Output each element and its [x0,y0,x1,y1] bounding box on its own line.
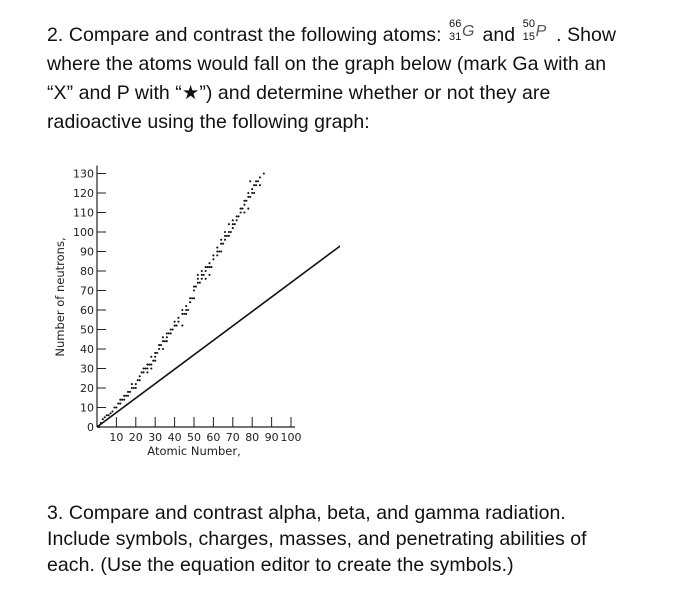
stable-nuclide-point [257,180,259,182]
stable-nuclide-point [212,258,214,260]
question-3 [47,500,687,578]
stable-nuclide-point [238,215,240,217]
question-2 [47,18,687,137]
stable-nuclide-point [135,387,137,389]
x-tick-label: 30 [148,431,163,444]
stable-nuclide-point [236,219,238,221]
x-tick-label: 10 [109,431,124,444]
stable-nuclide-point [224,235,226,237]
y-tick-label: 70 [80,284,94,298]
stable-nuclide-point [164,340,166,342]
y-tick-label: 110 [73,206,94,220]
stable-nuclide-point [146,364,148,366]
stable-nuclide-point [224,231,226,233]
stable-nuclide-point [253,184,255,186]
stable-nuclide-point [208,274,210,276]
stable-nuclide-point [113,406,115,408]
stable-nuclide-point [119,403,121,405]
stable-nuclide-point [108,414,110,416]
y-tick-label: 10 [80,401,94,415]
stable-nuclide-point [162,348,164,350]
stable-nuclide-point [172,328,174,330]
stable-nuclide-point [232,223,234,225]
question-3-line-2: Include symbols, charges, masses, and penetrating abilities of [47,528,587,550]
stable-nuclide-point [208,266,210,268]
gallium-atomic-number: 31 [449,31,462,43]
y-tick-label: 100 [73,226,94,239]
gallium-symbol: G [462,23,475,40]
stable-nuclide-point [247,192,249,194]
gallium-mass-number: 66 [449,18,462,30]
stable-nuclide-point [222,243,224,245]
x-tick-label: 50 [187,431,201,444]
stable-nuclide-point [216,247,218,249]
stable-nuclide-point [201,278,203,280]
y-tick-label: 60 [80,304,94,317]
x-tick-label: 90 [264,431,279,444]
stable-nuclide-point [150,364,152,366]
x-tick-label: 80 [245,431,260,444]
stable-nuclide-point [255,184,257,186]
stable-nuclide-point [212,254,214,256]
stable-nuclide-point [150,367,152,369]
stable-nuclide-point [199,282,201,284]
y-axis-ticks [73,168,106,435]
y-tick-label: 90 [80,245,94,259]
stable-nuclide-point [115,406,117,408]
stable-nuclide-point [243,200,245,202]
stable-nuclide-point [143,371,145,373]
stable-nuclide-point [197,282,199,284]
stable-nuclide-point [181,325,183,327]
x-tick-label: 20 [128,431,143,444]
stable-nuclide-point [177,321,179,323]
stable-nuclide-point [207,266,209,268]
stable-nuclide-point [104,416,106,418]
stable-nuclide-point [193,289,195,291]
stable-nuclide-point [232,227,234,229]
stable-nuclide-point [201,270,203,272]
stable-nuclide-point [158,348,160,350]
gallium-isotope-notation [449,18,475,44]
stable-nuclide-point [224,239,226,241]
stable-nuclide-point [123,399,125,401]
x-tick-label: 100 [280,431,302,444]
stable-nuclide-point [133,387,135,389]
y-tick-label: 80 [80,265,94,278]
stable-nuclide-point [181,309,183,311]
stable-nuclide-point [139,375,141,377]
stable-nuclide-point [123,395,125,397]
question-2-text-2: . Show [556,24,617,46]
stable-nuclide-point [236,215,238,217]
stable-nuclide-point [259,176,261,178]
stable-nuclide-point [259,184,261,186]
stable-nuclide-point [234,223,236,225]
stable-nuclide-point [135,383,137,385]
y-tick-label: 0 [87,421,94,434]
y-axis-label: Number of neutrons, [53,237,67,357]
stable-nuclide-point [121,399,123,401]
stable-nuclide-point [127,395,129,397]
stable-nuclide-point [197,274,199,276]
stable-nuclide-point [220,243,222,245]
x-tick-label: 60 [206,431,221,444]
stable-nuclide-point [189,297,191,299]
stable-nuclide-point [226,235,228,237]
stable-nuclide-point [174,321,176,323]
question-2-line-2: where the atoms would fall on the graph below (mark Ga with an [47,53,607,75]
stable-nuclide-point [240,208,242,210]
stable-nuclide-point [247,196,249,198]
stable-nuclide-point [160,344,162,346]
stable-nuclide-point [152,360,154,362]
stable-nuclide-point [240,211,242,213]
stable-nuclide-point [154,352,156,354]
stable-nuclide-point [100,422,102,424]
stable-nuclide-point [193,297,195,299]
stable-nuclide-point [243,211,245,213]
stable-nuclide-point [251,192,253,194]
x-axis-ticks [109,417,301,444]
y-tick-label: 50 [80,323,94,337]
stable-nuclide-point [216,254,218,256]
stable-nuclide-point [193,286,195,288]
x-tick-label: 40 [167,431,182,444]
question-2-line-4: radioactive using the following graph: [47,111,370,133]
stable-nuclide-point [139,379,141,381]
stable-nuclide-point [148,364,150,366]
stable-nuclide-point [203,274,205,276]
stable-nuclide-point [187,309,189,311]
stable-nuclide-point [181,313,183,315]
stable-nuclide-point [106,414,108,416]
stable-nuclide-point [232,219,234,221]
x-tick-label: 70 [225,431,240,444]
stable-nuclide-point [230,231,232,233]
stable-nuclide-point [102,418,104,420]
stable-nuclide-point [218,250,220,252]
stable-nuclide-point [201,274,203,276]
stable-nuclide-point [174,325,176,327]
stable-nuclide-point [111,410,113,412]
stable-nuclide-point [144,367,146,369]
stable-nuclide-point [249,180,251,182]
stable-nuclide-point [183,313,185,315]
stable-nuclide-point [166,332,168,334]
stable-nuclide-point [228,223,230,225]
stable-nuclide-point [168,332,170,334]
y-tick-label: 30 [80,362,94,376]
stable-nuclide-point [185,309,187,311]
stable-nuclide-point [191,297,193,299]
stable-nuclide-point [220,239,222,241]
stable-nuclide-point [162,336,164,338]
stable-nuclide-point [141,371,143,373]
y-tick-label: 40 [80,343,94,356]
stable-nuclide-point [210,266,212,268]
stable-nuclide-point [263,172,265,174]
phosphorus-mass-number: 50 [522,18,536,30]
stable-nuclide-point [162,340,164,342]
stable-nuclide-point [166,340,168,342]
phosphorus-isotope-notation [522,18,549,44]
stable-nuclide-point [125,395,127,397]
stable-nuclide-point [129,391,131,393]
stable-nuclide-point [98,426,100,428]
stable-nuclide-point [205,270,207,272]
stable-nuclide-point [127,391,129,393]
stable-nuclide-point [205,278,207,280]
stable-nuclide-point [110,412,112,414]
y-tick-label: 130 [73,167,94,181]
stable-nuclide-point [158,344,160,346]
stable-nuclide-point [170,328,172,330]
stable-nuclide-point [154,360,156,362]
phosphorus-atomic-number: 15 [522,31,536,43]
stable-nuclide-point [189,301,191,303]
stable-nuclide-point [146,367,148,369]
stable-nuclide-point [247,208,249,210]
stable-nuclide-point [220,250,222,252]
stable-nuclide-point [241,208,243,210]
stable-nuclide-point [170,332,172,334]
question-3-line-1: 3. Compare and contrast alpha, beta, and gamma radiation. [47,502,566,524]
stable-nuclide-point [228,235,230,237]
x-axis-label: Atomic Number, [147,444,241,458]
stable-nuclide-point [143,367,145,369]
stable-nuclide-point [253,192,255,194]
stable-nuclide-point [131,387,133,389]
stable-nuclide-point [249,196,251,198]
stable-nuclide-point [156,352,158,354]
stable-nuclide-point [208,262,210,264]
y-tick-label: 20 [80,382,94,395]
neutron-proton-graph [50,155,340,460]
y-tick-label: 120 [73,187,94,200]
stable-nuclide-point [117,403,119,405]
stable-nuclide-point [119,399,121,401]
and-text: and [482,24,516,46]
stable-nuclide-point [146,371,148,373]
stable-nuclide-point [228,231,230,233]
question-3-line-3: each. (Use the equation editor to create the symbols.) [47,554,514,576]
question-2-text-1: 2. Compare and contrast the following atoms: [47,24,442,46]
stable-nuclide-point [216,250,218,252]
stable-nuclide-point [251,188,253,190]
stable-nuclide-point [205,266,207,268]
stable-nuclide-point [245,200,247,202]
phosphorus-symbol: P [535,23,547,40]
stable-nuclide-point [177,317,179,319]
question-2-line-3: “X” and P with “★”) and determine whether or not they are [47,82,551,104]
stable-nuclide-point [137,379,139,381]
stable-nuclide-point [185,305,187,307]
stable-nuclide-point [150,356,152,358]
stable-nuclide-point [255,180,257,182]
stable-nuclide-point [175,325,177,327]
band-of-stability-points [98,172,265,428]
stable-nuclide-point [185,313,187,315]
stable-nuclide-point [131,383,133,385]
question-2-line-1 [47,18,687,50]
neutron-equals-proton-line [97,232,340,427]
stable-nuclide-point [166,336,168,338]
stable-nuclide-point [243,204,245,206]
stable-nuclide-point [154,356,156,358]
stable-nuclide-point [197,278,199,280]
stable-nuclide-point [195,286,197,288]
